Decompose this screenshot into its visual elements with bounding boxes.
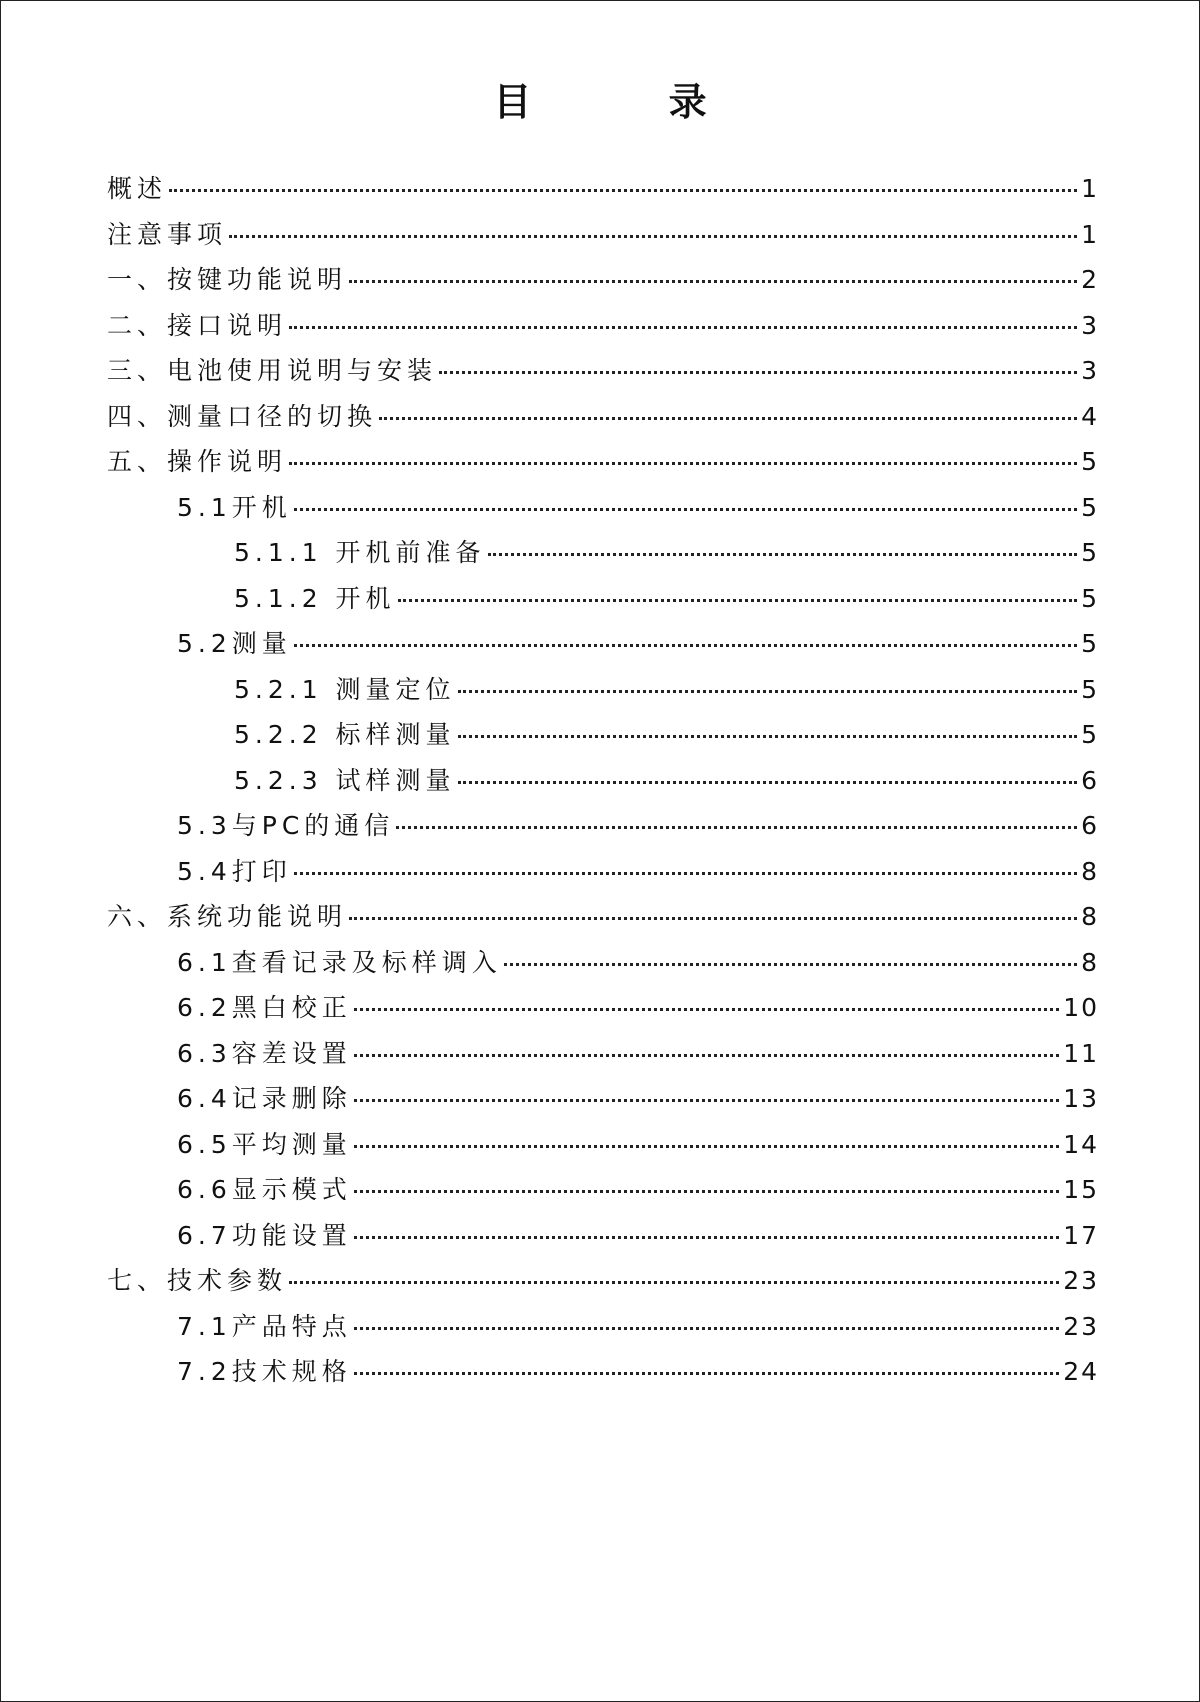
dot-leader xyxy=(294,872,1077,875)
dot-leader xyxy=(458,690,1078,693)
toc-entry[interactable] xyxy=(107,1079,1099,1125)
dot-leader xyxy=(354,1008,1059,1011)
toc-entry[interactable] xyxy=(107,306,1099,352)
dot-leader xyxy=(289,326,1077,329)
toc-entry-page-number: 24 xyxy=(1063,1357,1099,1386)
toc-entry-label: 5.2.2 标样测量 xyxy=(234,720,456,749)
toc-entry[interactable] xyxy=(107,897,1099,943)
toc-entry[interactable] xyxy=(107,169,1099,215)
dot-leader xyxy=(354,1327,1059,1330)
toc-entry-page-number: 2 xyxy=(1081,265,1099,294)
toc-entry-page-number: 4 xyxy=(1081,401,1099,431)
toc-entry-label: 一、按键功能说明 xyxy=(107,265,348,294)
toc-entry-label: 6.3容差设置 xyxy=(177,1038,352,1068)
toc-entry[interactable] xyxy=(107,806,1099,852)
toc-entry[interactable] xyxy=(107,215,1099,261)
toc-entry-label: 6.1查看记录及标样调入 xyxy=(177,947,502,977)
dot-leader xyxy=(229,235,1077,238)
dot-leader xyxy=(354,1099,1059,1102)
dot-leader xyxy=(354,1372,1059,1375)
dot-leader xyxy=(439,371,1077,374)
dot-leader xyxy=(379,417,1077,420)
dot-leader xyxy=(396,826,1077,829)
toc-entry[interactable] xyxy=(107,852,1099,898)
toc-entry-label: 6.6显示模式 xyxy=(177,1175,352,1204)
toc-entry-label: 六、系统功能说明 xyxy=(107,902,348,931)
toc-entry[interactable] xyxy=(107,488,1099,534)
toc-entry-page-number: 8 xyxy=(1081,902,1099,931)
toc-entry-page-number: 5 xyxy=(1081,720,1099,749)
toc-entry-page-number: 5 xyxy=(1081,629,1099,658)
toc-entry-page-number: 23 xyxy=(1063,1311,1099,1341)
toc-entry-page-number: 10 xyxy=(1063,993,1099,1022)
toc-entry-label: 三、电池使用说明与安装 xyxy=(107,356,438,385)
dot-leader xyxy=(458,781,1078,784)
toc-entry[interactable] xyxy=(107,988,1099,1034)
toc-entry-label: 概述 xyxy=(107,174,168,203)
toc-entry[interactable] xyxy=(107,533,1099,579)
toc-entry-page-number: 5 xyxy=(1081,492,1099,522)
toc-entry[interactable] xyxy=(107,1125,1099,1171)
toc-entry-label: 6.7功能设置 xyxy=(177,1220,352,1250)
dot-leader xyxy=(289,1281,1059,1284)
toc-entry-label: 7.1产品特点 xyxy=(177,1311,352,1341)
dot-leader xyxy=(349,917,1077,920)
toc-entry[interactable] xyxy=(107,260,1099,306)
dot-leader xyxy=(458,735,1078,738)
toc-entry[interactable] xyxy=(107,1307,1099,1353)
toc-entry[interactable] xyxy=(107,1352,1099,1398)
toc-entry-label: 5.1.1 开机前准备 xyxy=(234,538,486,567)
toc-entry[interactable] xyxy=(107,670,1099,716)
toc-entry-label: 6.2黑白校正 xyxy=(177,993,352,1022)
dot-leader xyxy=(289,462,1077,465)
toc-entry-page-number: 5 xyxy=(1081,583,1099,613)
toc-entry[interactable] xyxy=(107,351,1099,397)
toc-entry[interactable] xyxy=(107,442,1099,488)
table-of-contents xyxy=(107,169,1099,1398)
toc-entry-page-number: 1 xyxy=(1081,219,1099,249)
toc-entry-page-number: 17 xyxy=(1063,1220,1099,1250)
dot-leader xyxy=(294,508,1077,511)
toc-entry[interactable] xyxy=(107,761,1099,807)
toc-entry-page-number: 11 xyxy=(1063,1038,1099,1068)
toc-entry-label: 5.2.3 试样测量 xyxy=(234,765,456,795)
dot-leader xyxy=(488,553,1078,556)
toc-entry-page-number: 3 xyxy=(1081,310,1099,340)
toc-entry-label: 七、技术参数 xyxy=(107,1266,288,1295)
toc-entry-page-number: 3 xyxy=(1081,356,1099,385)
dot-leader xyxy=(294,644,1077,647)
toc-entry-label: 6.5平均测量 xyxy=(177,1129,352,1159)
toc-entry-page-number: 5 xyxy=(1081,447,1099,476)
toc-entry-label: 五、操作说明 xyxy=(107,447,288,476)
toc-entry-label: 6.4记录删除 xyxy=(177,1084,352,1113)
toc-entry[interactable] xyxy=(107,624,1099,670)
toc-entry-page-number: 5 xyxy=(1081,674,1099,704)
toc-entry-page-number: 13 xyxy=(1063,1084,1099,1113)
toc-entry-page-number: 8 xyxy=(1081,856,1099,886)
dot-leader xyxy=(504,963,1077,966)
toc-entry-page-number: 6 xyxy=(1081,765,1099,795)
toc-entry-page-number: 23 xyxy=(1063,1266,1099,1295)
toc-entry[interactable] xyxy=(107,1261,1099,1307)
toc-entry-label: 5.3与PC的通信 xyxy=(177,811,395,840)
dot-leader xyxy=(169,189,1077,192)
toc-entry[interactable] xyxy=(107,1034,1099,1080)
toc-entry-label: 注意事项 xyxy=(107,219,228,249)
toc-entry-label: 5.4打印 xyxy=(177,856,292,886)
toc-entry-page-number: 15 xyxy=(1063,1175,1099,1204)
dot-leader xyxy=(354,1145,1059,1148)
toc-entry[interactable] xyxy=(107,715,1099,761)
dot-leader xyxy=(398,599,1078,602)
toc-entry[interactable] xyxy=(107,1170,1099,1216)
toc-entry-label: 5.1.2 开机 xyxy=(234,583,396,613)
toc-entry-page-number: 14 xyxy=(1063,1129,1099,1159)
toc-entry-label: 7.2技术规格 xyxy=(177,1357,352,1386)
dot-leader xyxy=(354,1236,1059,1239)
page-title: 目 录 xyxy=(493,80,769,124)
toc-entry-label: 5.2测量 xyxy=(177,629,292,658)
toc-entry-page-number: 6 xyxy=(1081,811,1099,840)
dot-leader xyxy=(349,280,1077,283)
toc-entry-label: 四、测量口径的切换 xyxy=(107,401,378,431)
dot-leader xyxy=(354,1054,1059,1057)
toc-entry[interactable] xyxy=(107,943,1099,989)
toc-entry[interactable] xyxy=(107,579,1099,625)
toc-entry-label: 5.1开机 xyxy=(177,492,292,522)
dot-leader xyxy=(354,1190,1059,1193)
toc-entry-page-number: 8 xyxy=(1081,947,1099,977)
toc-entry-label: 二、接口说明 xyxy=(107,310,288,340)
toc-entry[interactable] xyxy=(107,1216,1099,1262)
toc-entry-label: 5.2.1 测量定位 xyxy=(234,674,456,704)
toc-entry-page-number: 1 xyxy=(1081,174,1099,203)
toc-entry[interactable] xyxy=(107,397,1099,443)
toc-entry-page-number: 5 xyxy=(1081,538,1099,567)
